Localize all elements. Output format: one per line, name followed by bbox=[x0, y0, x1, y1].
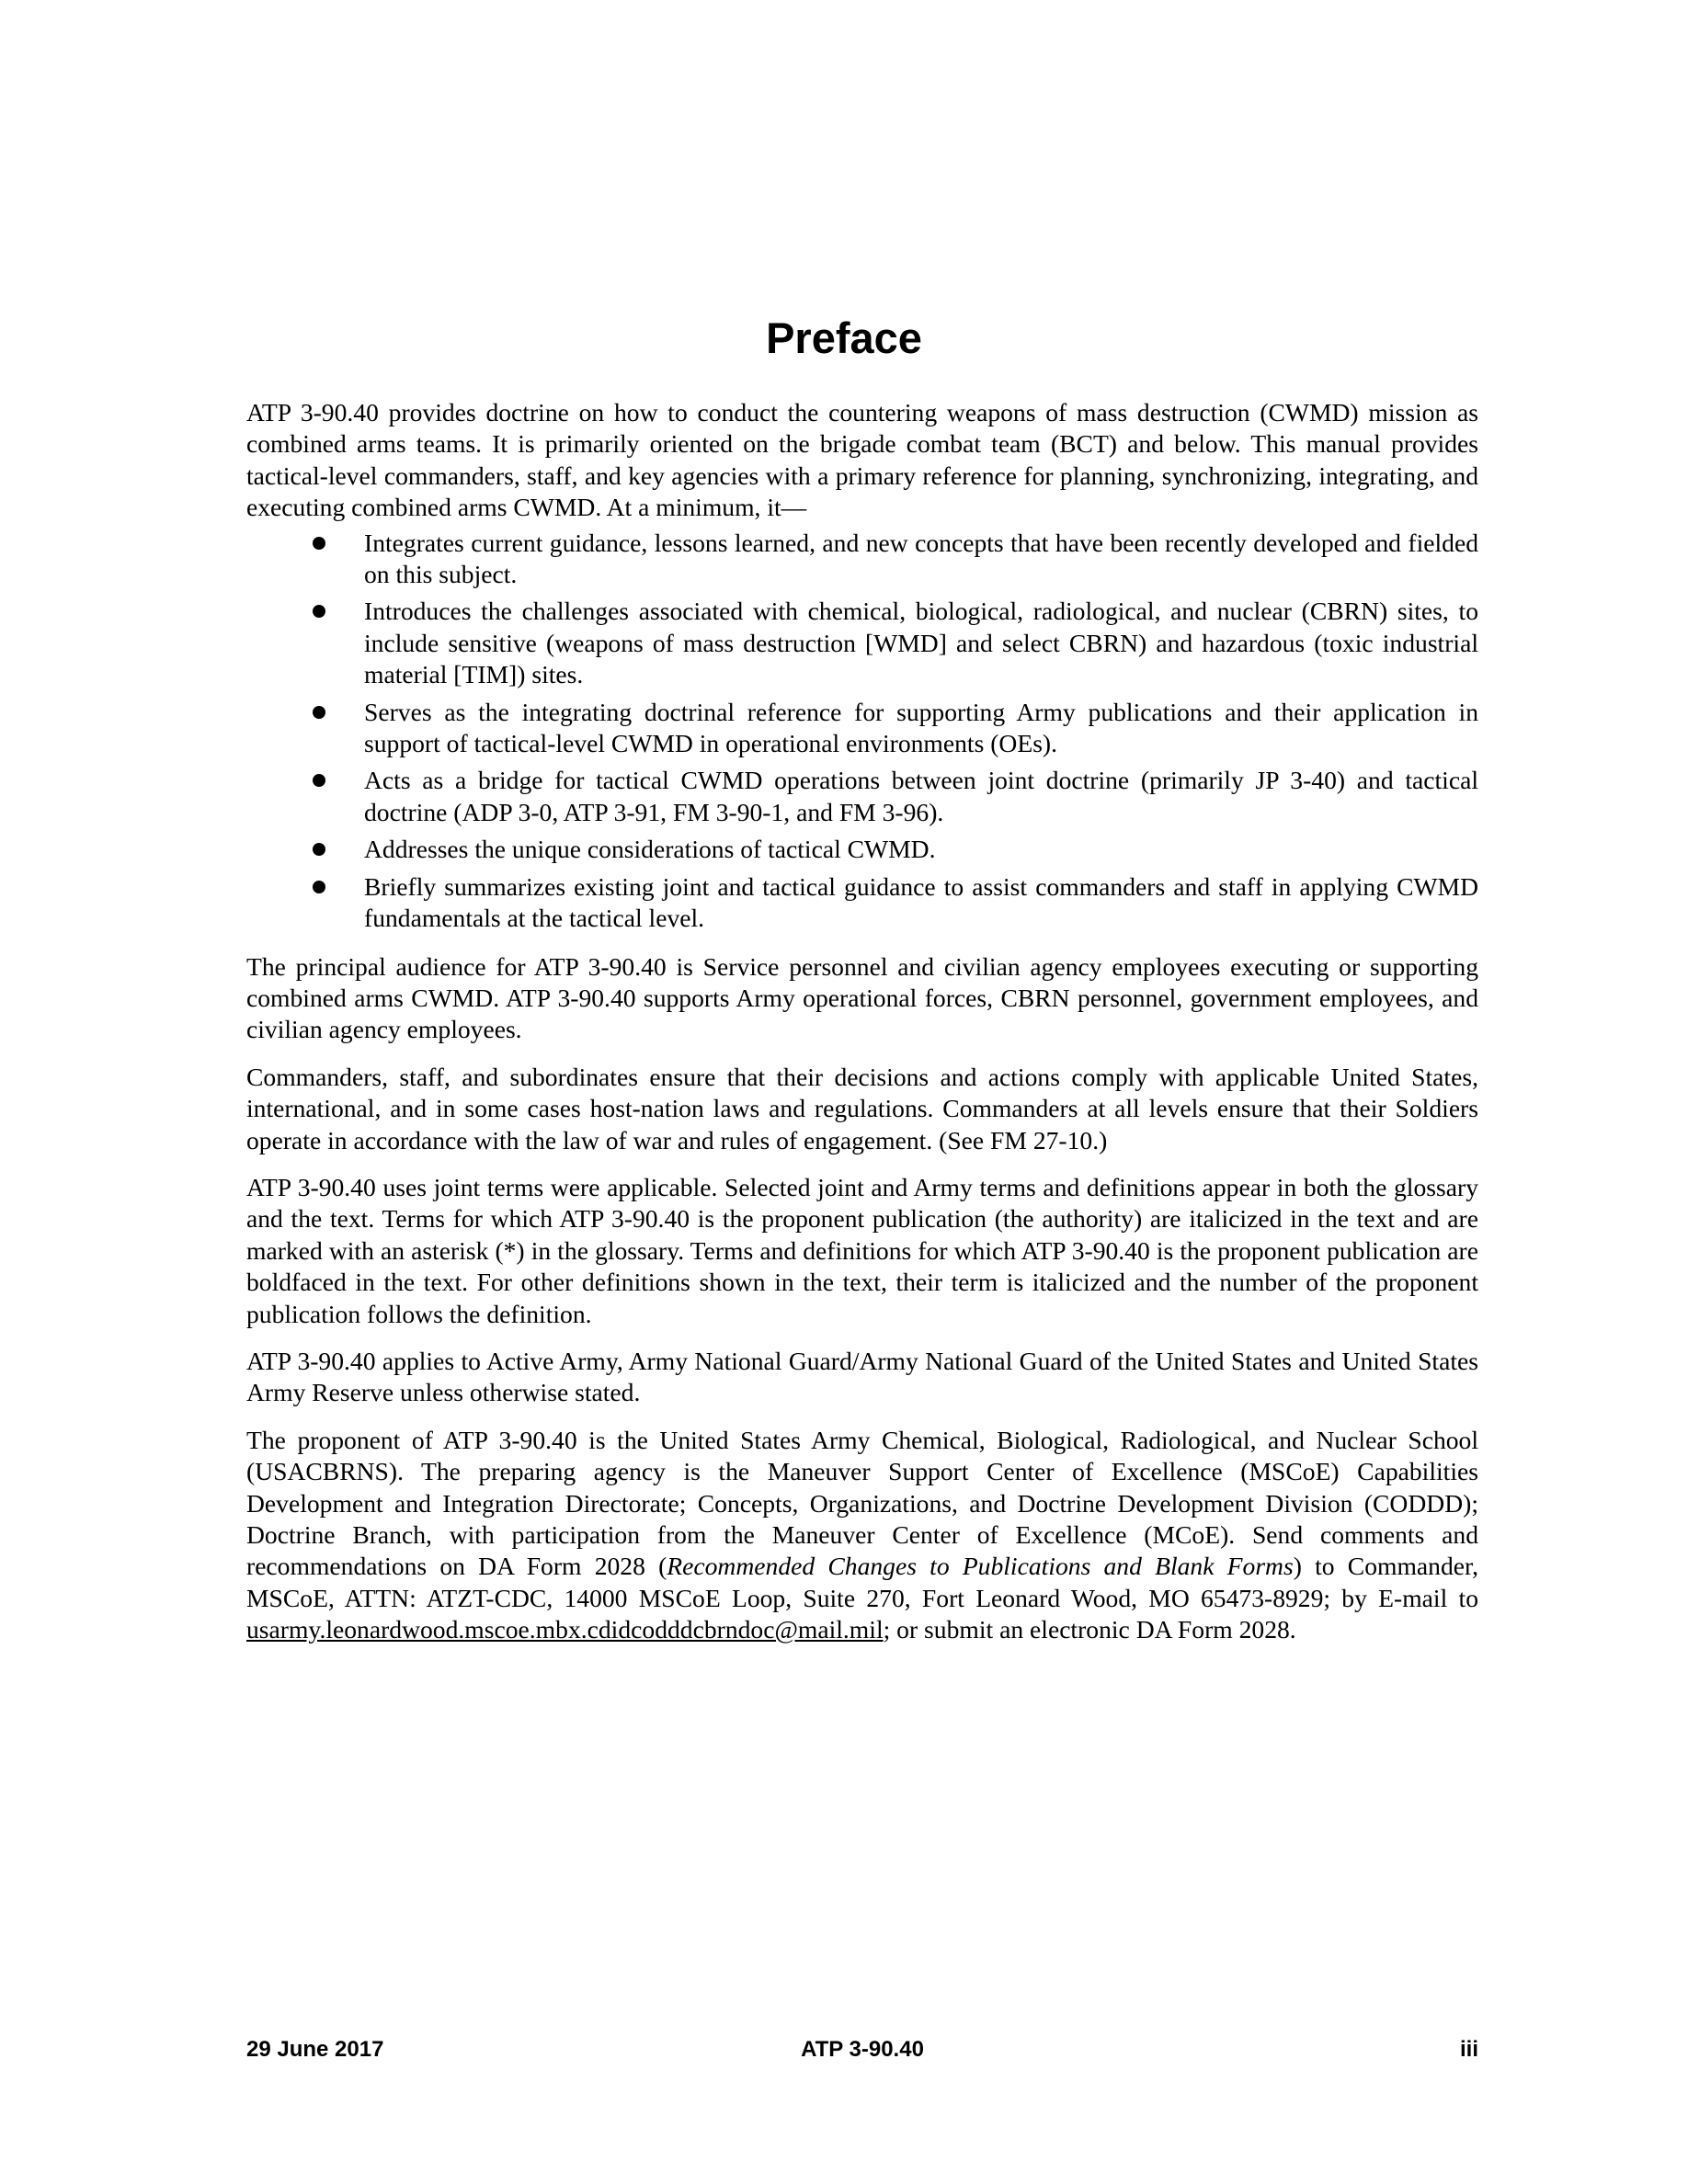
proponent-address: ) to Commander, MSCoE, ATTN: ATZT-CDC, 14000 MSCoE Loop, Suite 270, Fort Leonard Wood, MO 65473-8929; by E-mail to bbox=[246, 1552, 1478, 1612]
footer-publication: ATP 3-90.40 bbox=[801, 2037, 924, 2062]
list-item-text: Integrates current guidance, lessons learned, and new concepts that have been recently developed and fielded on this subject. bbox=[364, 528, 1478, 589]
list-item bbox=[246, 834, 1478, 865]
terms-paragraph: ATP 3-90.40 uses joint terms were applicable. Selected joint and Army terms and definitions appear in both the glossary and the text. Terms for which ATP 3-90.40 is the proponent publication (the authority) are italicized in the text and are marked with an asterisk (*) in the glossary. Terms and definitions for which ATP 3-90.40 is the proponent publication are boldfaced in the text. For other definitions shown in the text, their term is italicized and the number of the proponent publication follows the definition. bbox=[246, 1172, 1478, 1328]
footer-page-number: iii bbox=[1459, 2037, 1478, 2062]
bullet-icon bbox=[313, 843, 325, 856]
bullet-icon bbox=[313, 605, 325, 618]
list-item-text: Serves as the integrating doctrinal reference for supporting Army publications and their application in support of tactical-level CWMD in operational environments (OEs). bbox=[364, 697, 1478, 758]
proponent-paragraph bbox=[246, 1425, 1478, 1646]
preface-body bbox=[246, 397, 1478, 1662]
list-item bbox=[246, 871, 1478, 935]
bullet-icon bbox=[313, 881, 325, 893]
applicability-paragraph: ATP 3-90.40 applies to Active Army, Army National Guard/Army National Guard of the United States and United States Army Reserve unless otherwise stated. bbox=[246, 1346, 1478, 1407]
list-item bbox=[246, 596, 1478, 690]
list-item-text: Briefly summarizes existing joint and tactical guidance to assist commanders and staff in applying CWMD fundamentals at the tactical level. bbox=[364, 871, 1478, 933]
page-footer bbox=[246, 2033, 1478, 2066]
bullet-icon bbox=[313, 706, 325, 719]
bullet-list bbox=[246, 528, 1478, 935]
bullet-icon bbox=[313, 537, 325, 550]
proponent-closing: ; or submit an electronic DA Form 2028. bbox=[883, 1615, 1296, 1644]
audience-paragraph: The principal audience for ATP 3-90.40 is Service personnel and civilian agency employees executing or supporting combined arms CWMD. ATP 3-90.40 supports Army operational forces, CBRN personnel, government employees, and civilian agency employees. bbox=[246, 951, 1478, 1044]
email-link[interactable]: usarmy.leonardwood.mscoe.mbx.cdidcodddcbrndoc@mail.mil bbox=[246, 1615, 884, 1644]
list-item bbox=[246, 765, 1478, 828]
intro-paragraph: ATP 3-90.40 provides doctrine on how to conduct the countering weapons of mass destruction (CWMD) mission as combined arms teams. It is primarily oriented on the brigade combat team (BCT) and below. This manual provides tactical-level commanders, staff, and key agencies with a primary reference for planning, synchronizing, integrating, and executing combined arms CWMD. At a minimum, it— bbox=[246, 398, 1478, 522]
list-item-text: Addresses the unique considerations of tactical CWMD. bbox=[364, 835, 936, 864]
page-title: Preface bbox=[766, 313, 922, 362]
list-item bbox=[246, 528, 1478, 591]
form-title: Recommended Changes to Publications and Blank Forms bbox=[667, 1552, 1294, 1581]
footer-date: 29 June 2017 bbox=[246, 2037, 384, 2062]
bullet-icon bbox=[313, 774, 325, 787]
list-item-text: Acts as a bridge for tactical CWMD operations between joint doctrine (primarily JP 3-40) and tactical doctrine (ADP 3-0, ATP 3-91, FM 3-90-1, and FM 3-96). bbox=[364, 766, 1478, 826]
proponent-text: The proponent of ATP 3-90.40 is the United States Army Chemical, Biological, Radiological, and Nuclear School (USACBRNS). The preparing agency is the Maneuver Support Center of Excellence (MSCoE) Capabilities Development and Integration Directorate; Concepts, Organizations, and Doctrine Development Division (CODDD); Doctrine Branch, with participation from the Maneuver Center of Excellence (MCoE). Send comments and recommendations on DA Form 2028 ( bbox=[246, 1425, 1478, 1581]
list-item bbox=[246, 697, 1478, 760]
compliance-paragraph: Commanders, staff, and subordinates ensure that their decisions and actions comply with applicable United States, international, and in some cases host-nation laws and regulations. Commanders at all levels ensure that their Soldiers operate in accordance with the law of war and rules of engagement. (See FM 27-10.) bbox=[246, 1062, 1478, 1155]
list-item-text: Introduces the challenges associated with chemical, biological, radiological, and nuclear (CBRN) sites, to include sensitive (weapons of mass destruction [WMD] and select CBRN) and hazardous (toxic industrial material [TIM]) sites. bbox=[364, 597, 1478, 689]
